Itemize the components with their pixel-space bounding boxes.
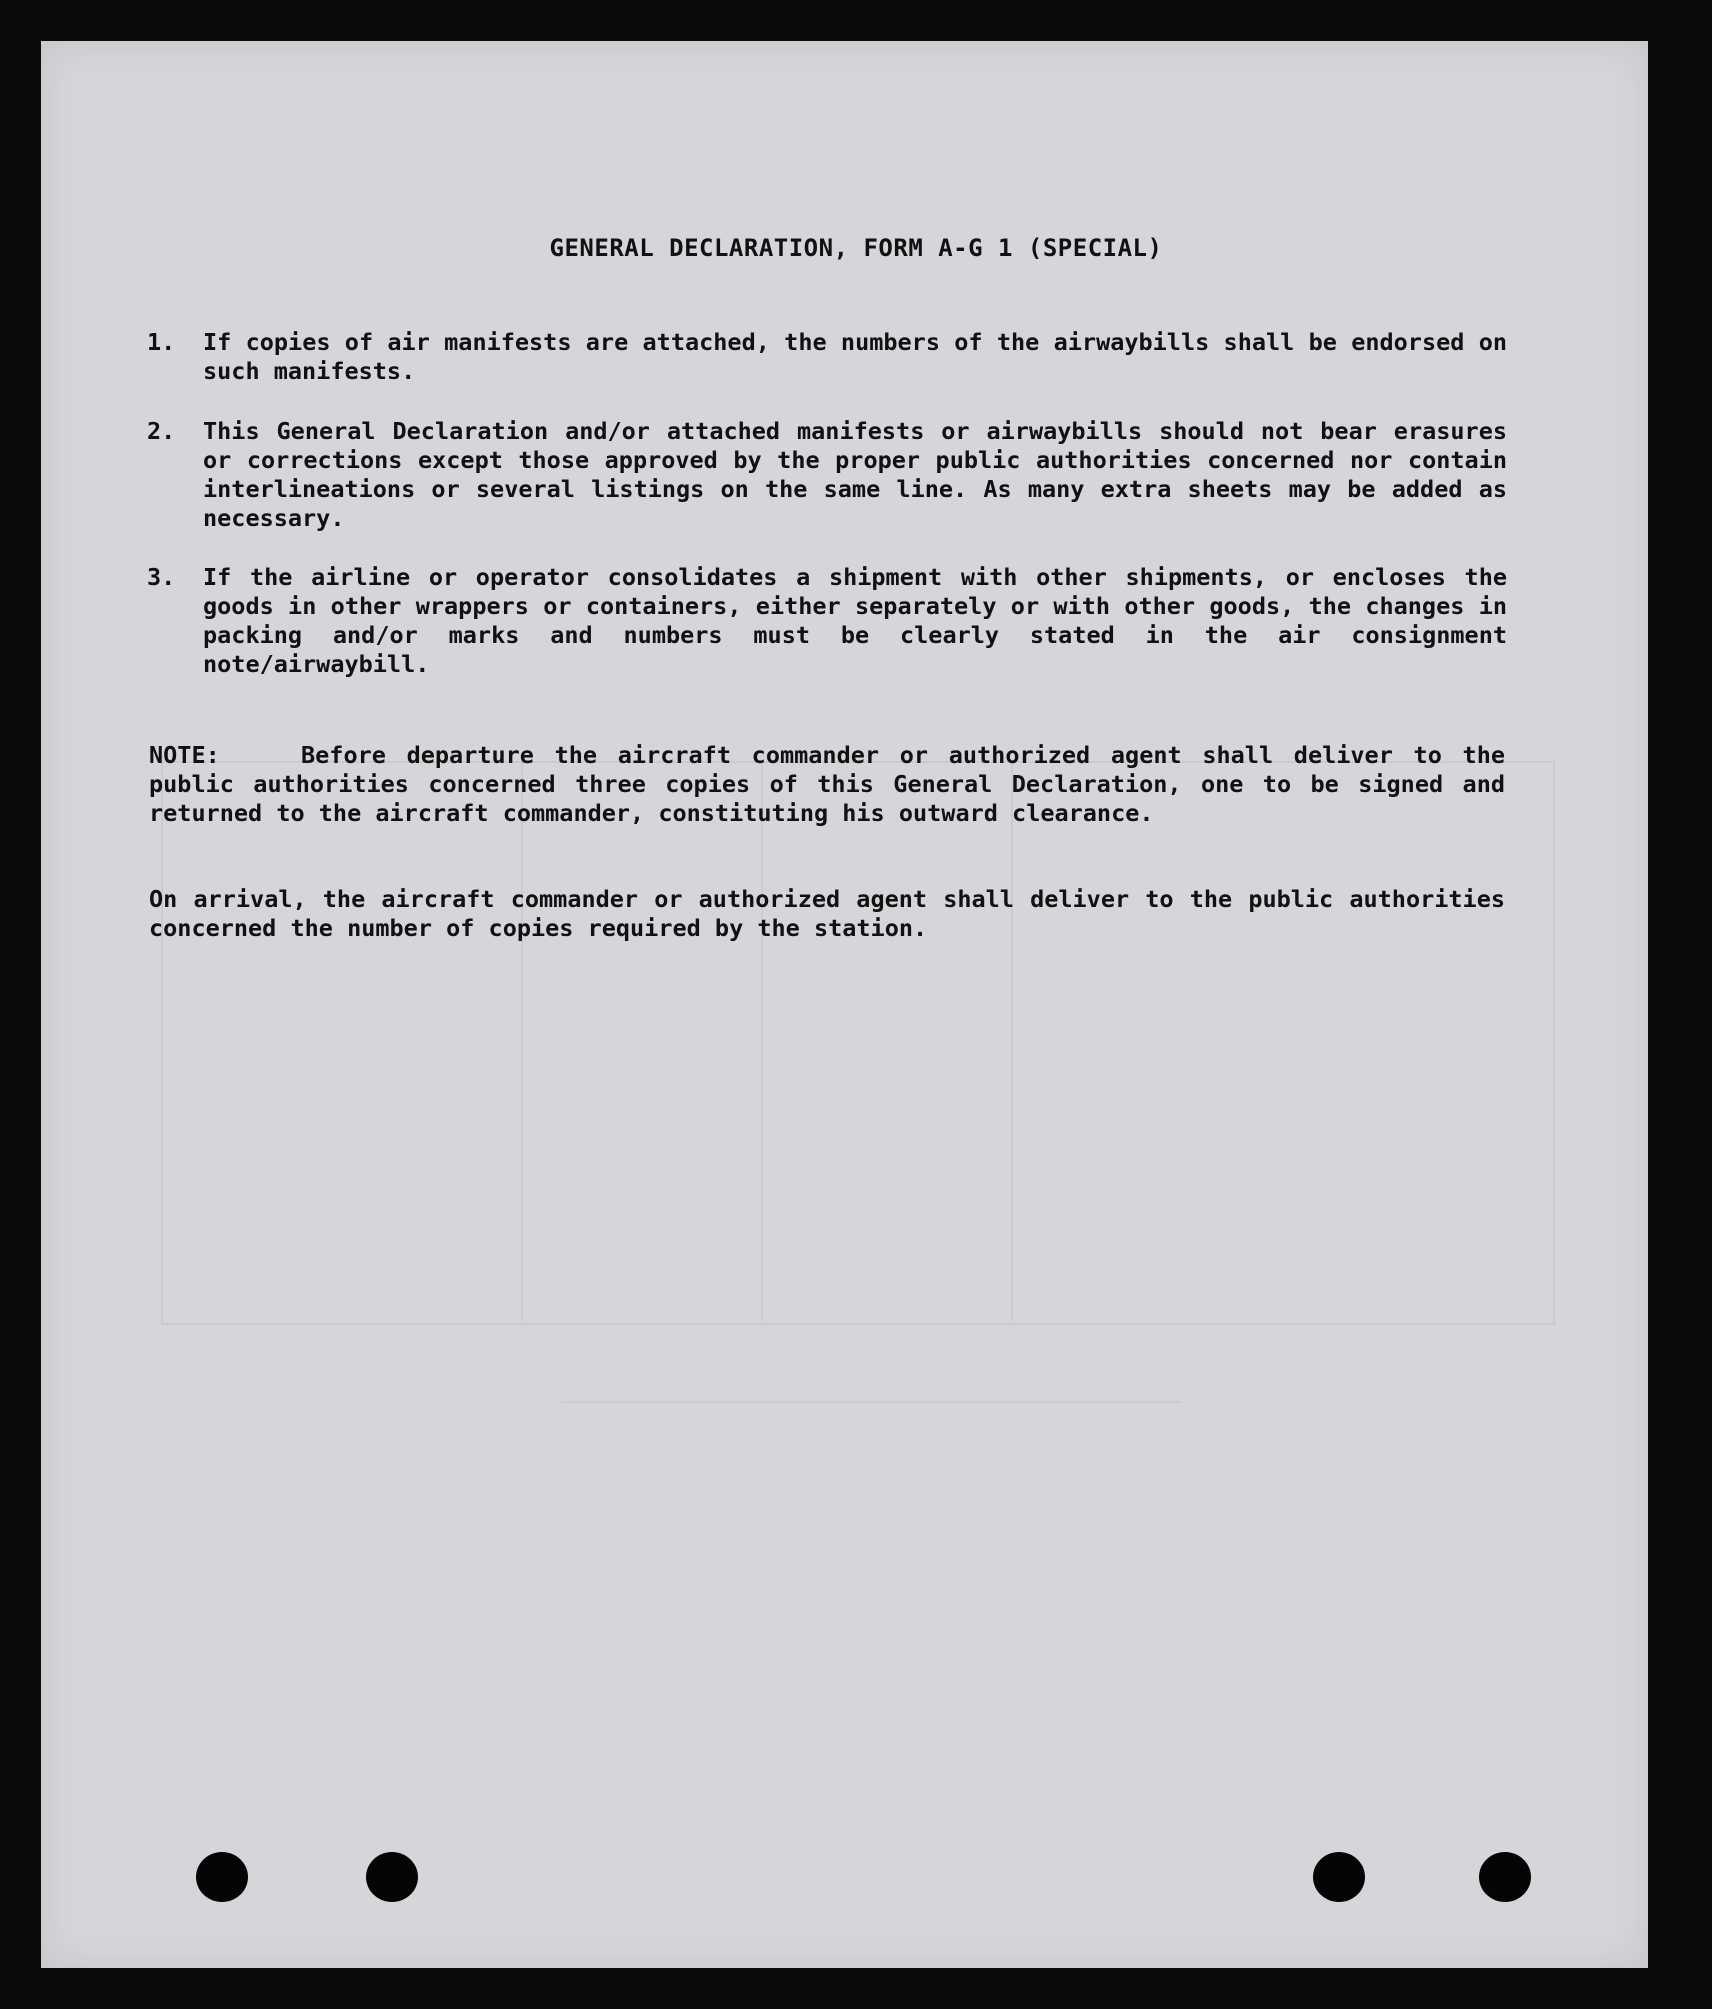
item-number: 1. [147, 328, 176, 356]
arrival-note: On arrival, the aircraft commander or authorized agent shall deliver to the public authorities concerned the number of copies required by the station. [149, 885, 1505, 942]
note-text: Before departure the aircraft commander or authorized agent shall deliver to the public authorities concerned three copies of this General Declaration, one to be signed and returned to the aircraft commander, constituting his outward clearance. [149, 741, 1505, 827]
departure-note [149, 741, 1505, 828]
document-title: GENERAL DECLARATION, FORM A-G 1 (SPECIAL) [549, 234, 1163, 262]
item-text: This General Declaration and/or attached manifests or airwaybills should not bear erasures or corrections except those approved by the proper public authorities concerned nor contain interlineations or several listings on the same line. As many extra sheets may be added as necessary. [203, 417, 1507, 532]
item-text: If the airline or operator consolidates a shipment with other shipments, or encloses the goods in other wrappers or containers, either separately or with other goods, the changes in packing and/or marks and numbers must be clearly stated in the air consignment note/airwaybill. [203, 563, 1507, 678]
item-number: 2. [147, 417, 176, 445]
item-number: 3. [147, 563, 176, 591]
item-text: If copies of air manifests are attached, the numbers of the airwaybills shall be endorsed on such manifests. [203, 328, 1507, 385]
note-label: NOTE: [149, 741, 220, 769]
